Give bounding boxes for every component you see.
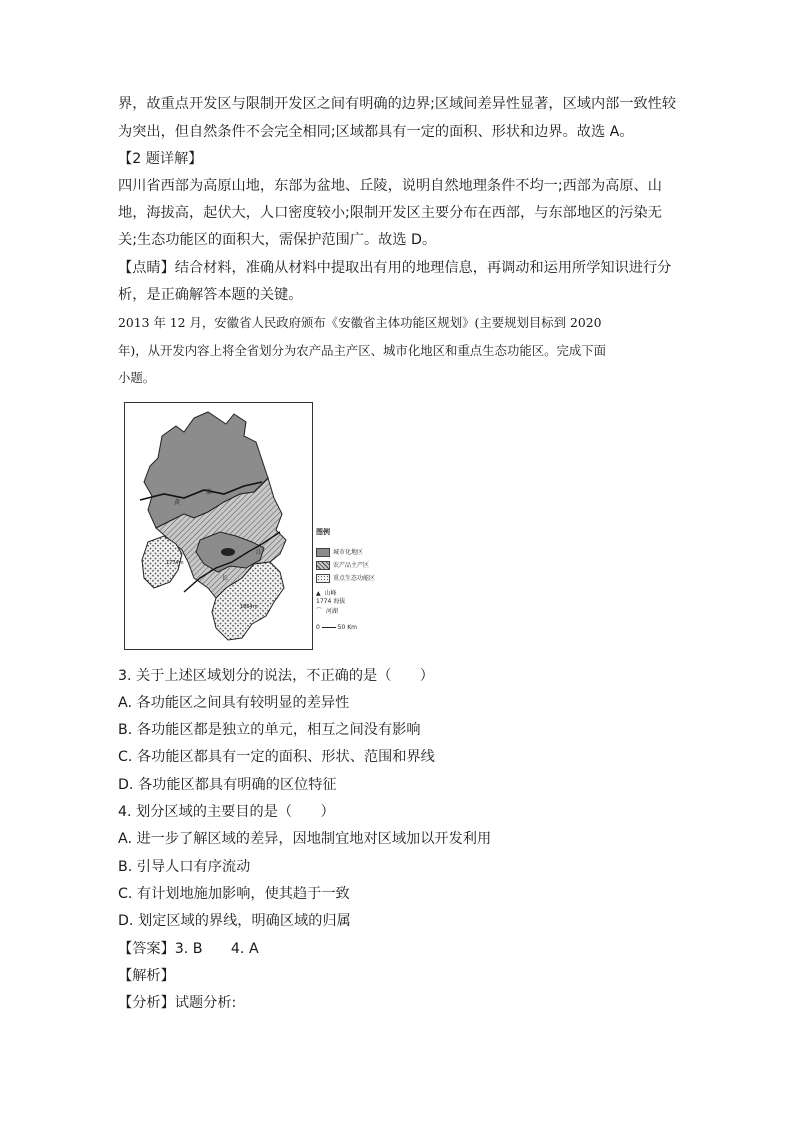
legend-item-agri — [316, 561, 369, 570]
question-4-option-c: C. 有计划地施加影响，使其趋于一致 — [118, 886, 350, 902]
scale-line — [322, 627, 336, 628]
fenxi-heading: 【分析】试题分析: — [118, 995, 237, 1011]
legend-label-river: 河湖 — [325, 608, 338, 615]
river-icon: ⌒ — [316, 608, 323, 615]
answer-line: 【答案】3. B 4. A — [118, 941, 259, 957]
question-3-option-c: C. 各功能区都具有一定的面积、形状、范围和界线 — [118, 749, 435, 765]
river-label-chang: 长 — [222, 575, 229, 582]
tip-line: 析，是正确解答本题的关键。 — [118, 287, 303, 303]
river-label-jiang: 江 — [256, 549, 263, 556]
paragraph-line: 为突出，但自然条件不会完全相同;区域都具有一定的面积、形状和边界。故选 A。 — [118, 124, 634, 140]
legend-label-agri: 农产品主产区 — [333, 562, 370, 569]
peak-triangle-icon: ▲ — [316, 590, 321, 597]
elevation-label-south: 1864m — [240, 604, 258, 610]
chao-lake — [221, 548, 235, 556]
question-3-option-d: D. 各功能区都具有明确的区位特征 — [118, 777, 337, 793]
question-4-option-a: A. 进一步了解区域的差异，因地制宜地对区域加以开发利用 — [118, 831, 492, 847]
scale-value: 50 — [337, 624, 346, 631]
legend-river — [316, 608, 338, 616]
scale-unit: Km — [347, 624, 358, 631]
elevation-label-west: 1774m — [166, 560, 184, 566]
anhui-map — [124, 402, 311, 648]
legend-label-peak: 山峰 — [324, 590, 337, 597]
river-label-huang: 黄 — [174, 499, 181, 506]
legend-item-urban — [316, 548, 363, 557]
legend-swatch-eco — [316, 574, 330, 583]
scale-bar — [316, 624, 357, 632]
legend-label-elevation: 海拔 — [333, 598, 346, 605]
question-4-stem: 4. 划分区域的主要目的是（ ） — [118, 804, 335, 820]
section-heading: 【2 题详解】 — [118, 151, 203, 167]
paragraph-line: 地，海拔高，起伏大，人口密度较小;限制开发区主要分布在西部，与东部地区的污染无 — [118, 205, 662, 221]
question-3-stem: 3. 关于上述区域划分的说法，不正确的是（ ） — [118, 668, 434, 684]
legend-label-eco: 重点生态功能区 — [333, 575, 376, 582]
analysis-heading: 【解析】 — [118, 968, 175, 984]
legend-label-urban: 城市化地区 — [333, 549, 364, 556]
legend-swatch-agri — [316, 561, 330, 570]
paragraph-line: 界，故重点开发区与限制开发区之间有明确的边界;区域间差异性显著，区域内部一致性较 — [118, 96, 677, 112]
question-3-option-b: B. 各功能区都是独立的单元，相互之间没有影响 — [118, 722, 421, 738]
intro-line: 小题。 — [118, 370, 156, 385]
legend-item-eco — [316, 574, 375, 583]
river-label-huai: 淮 — [206, 489, 213, 496]
intro-line: 2013 年 12 月，安徽省人民政府颁布《安徽省主体功能区规划》(主要规划目标到 2020 — [118, 315, 602, 330]
legend-swatch-urban — [316, 548, 330, 557]
legend-elevation — [316, 598, 345, 606]
paragraph-line: 关;生态功能区的面积大，需保护范围广。故选 D。 — [118, 232, 437, 248]
legend-peak — [316, 590, 336, 598]
legend-title: 图例 — [316, 528, 330, 536]
scale-zero: 0 — [316, 624, 320, 631]
tip-line: 【点睛】结合材料，准确从材料中提取出有用的地理信息，再调动和运用所学知识进行分 — [118, 260, 672, 276]
question-4-option-b: B. 引导人口有序流动 — [118, 859, 251, 875]
question-4-option-d: D. 划定区域的界线，明确区域的归属 — [118, 913, 351, 929]
intro-line: 年)，从开发内容上将全省划分为农产品主产区、城市化地区和重点生态功能区。完成下面 — [118, 343, 607, 358]
paragraph-line: 四川省西部为高原山地，东部为盆地、丘陵，说明自然地理条件不均一;西部为高原、山 — [118, 178, 662, 194]
question-3-option-a: A. 各功能区之间具有较明显的差异性 — [118, 695, 350, 711]
legend-peak-value: 1774 — [316, 598, 332, 605]
